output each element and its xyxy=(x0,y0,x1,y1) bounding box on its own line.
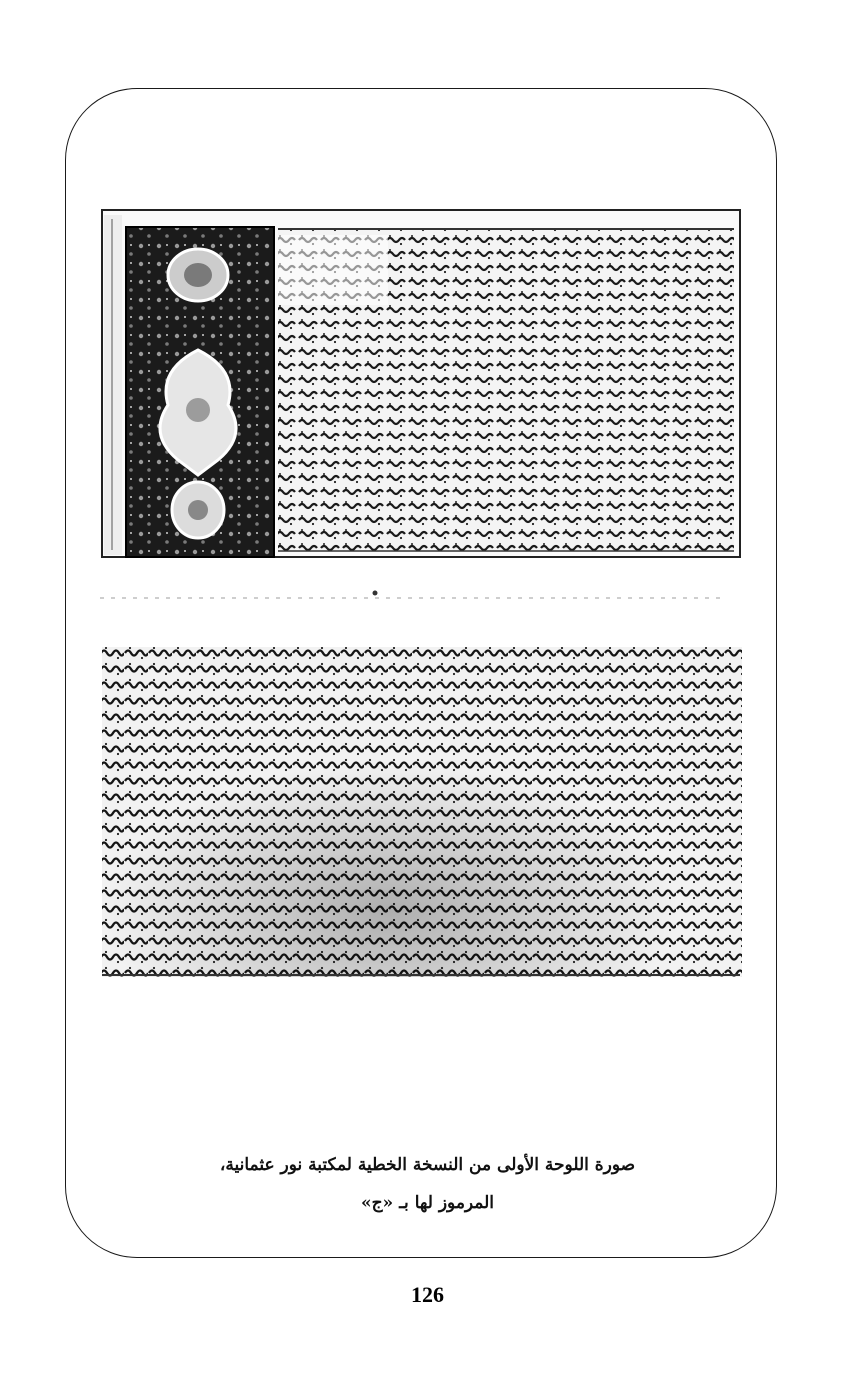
manuscript-folio-top xyxy=(100,205,743,560)
caption-line-1: صورة اللوحة الأولى من النسخة الخطية لمكتبة نور عثمانية، xyxy=(219,1155,636,1175)
caption-line-2: المرموز لها بـ «ج» xyxy=(360,1193,495,1213)
page-number: 126 xyxy=(411,1282,444,1307)
scan-artifact-strip xyxy=(100,588,720,608)
manuscript-folio-bottom xyxy=(100,645,743,980)
